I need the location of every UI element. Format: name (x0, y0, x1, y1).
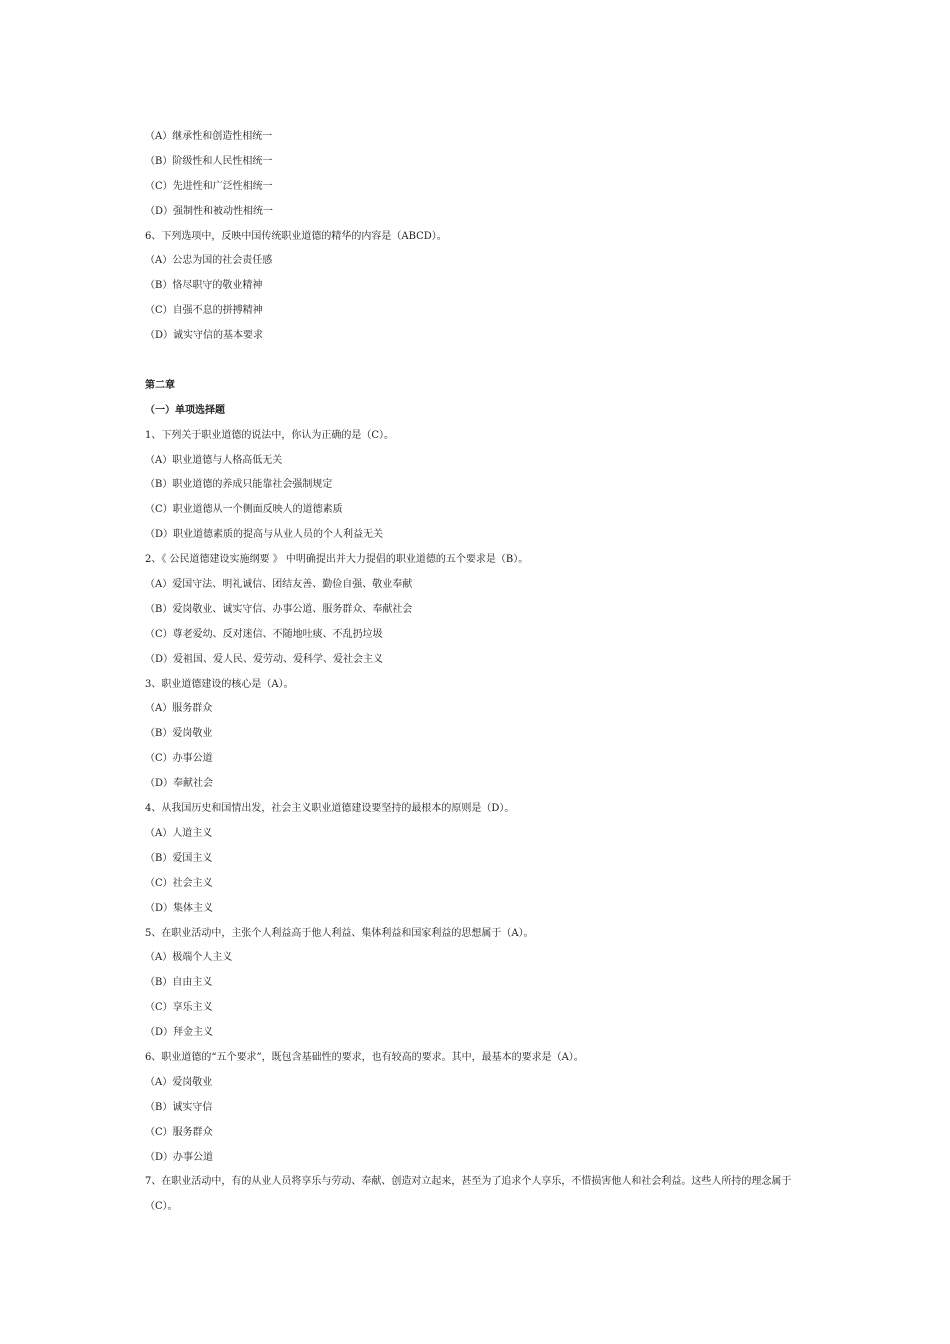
option-d: （D）办事公道 (145, 1151, 214, 1163)
option-b: （B）爱岗敬业、诚实守信、办事公道、服务群众、奉献社会 (145, 603, 413, 615)
section-heading: （一）单项选择题 (145, 404, 225, 416)
option-a: （A）人道主义 (145, 827, 213, 839)
question-text: 3、职业道德建设的核心是（A）。 (145, 678, 294, 690)
option-c: （C）享乐主义 (145, 1002, 213, 1014)
option-d: （D）拜金主义 (145, 1027, 214, 1039)
chapter-heading: 第二章 (145, 379, 175, 391)
section-spacer (145, 349, 815, 374)
option-c: （C）办事公道 (145, 753, 213, 765)
option-a: （A）服务群众 (145, 703, 213, 715)
question-text: 4、从我国历史和国情出发，社会主义职业道德建设要坚持的最根本的原则是（D）。 (145, 803, 515, 815)
document-page (145, 125, 815, 1220)
option-b: （B）恪尽职守的敬业精神 (145, 280, 263, 292)
option-d: （D）职业道德素质的提高与从业人员的个人利益无关 (145, 529, 384, 541)
option-a: （A）爱国守法、明礼诚信、团结友善、勤俭自强、敬业奉献 (145, 579, 413, 591)
question-text: 2、《 公民道德建设实施纲要 》 中明确提出并大力提倡的职业道德的五个要求是（B）。 (145, 554, 529, 566)
option-b: （B）诚实守信 (145, 1101, 213, 1113)
option-a: （A）极端个人主义 (145, 952, 233, 964)
option-a: （A）职业道德与人格高低无关 (145, 454, 283, 466)
option-d: （D）诚实守信的基本要求 (145, 330, 264, 342)
option-b: （B）爱岗敬业 (145, 728, 213, 740)
option-c: （C）社会主义 (145, 877, 213, 889)
option-c: （C）服务群众 (145, 1126, 213, 1138)
question-text: 6、职业道德的“五个要求”，既包含基础性的要求，也有较高的要求。其中，最基本的要求是（A）。 (145, 1051, 584, 1063)
option-d: （D）强制性和被动性相统一 (145, 205, 274, 217)
option-b: （B）阶级性和人民性相统一 (145, 155, 273, 167)
option-c: （C）自强不息的拼搏精神 (145, 305, 263, 317)
option-a: （A）公忠为国的社会责任感 (145, 255, 273, 267)
option-d: （D）集体主义 (145, 902, 214, 914)
option-d: （D）奉献社会 (145, 778, 214, 790)
option-a: （A）爱岗敬业 (145, 1076, 213, 1088)
option-b: （B）自由主义 (145, 977, 213, 989)
option-d: （D）爱祖国、爱人民、爱劳动、爱科学、爱社会主义 (145, 653, 384, 665)
question-text: 1、下列关于职业道德的说法中，你认为正确的是（C）。 (145, 429, 395, 441)
question-text: 6、下列选项中，反映中国传统职业道德的精华的内容是（ABCD）。 (145, 230, 447, 242)
option-c: （C）尊老爱幼、反对迷信、不随地吐痰、不乱扔垃圾 (145, 628, 383, 640)
option-b: （B）爱国主义 (145, 852, 213, 864)
option-c: （C）先进性和广泛性相统一 (145, 180, 273, 192)
option-b: （B）职业道德的养成只能靠社会强制规定 (145, 479, 333, 491)
option-c: （C）职业道德从一个侧面反映人的道德素质 (145, 504, 343, 516)
question-text: 5、在职业活动中，主张个人利益高于他人利益、集体利益和国家利益的思想属于（A）。 (145, 927, 534, 939)
option-a: （A）继承性和创造性相统一 (145, 131, 273, 142)
question-text: 7、在职业活动中，有的从业人员将享乐与劳动、奉献、创造对立起来，甚至为了追求个人享乐，不惜损害他人和社会利益。这些人所持的理念属于（C）。 (145, 1176, 792, 1213)
